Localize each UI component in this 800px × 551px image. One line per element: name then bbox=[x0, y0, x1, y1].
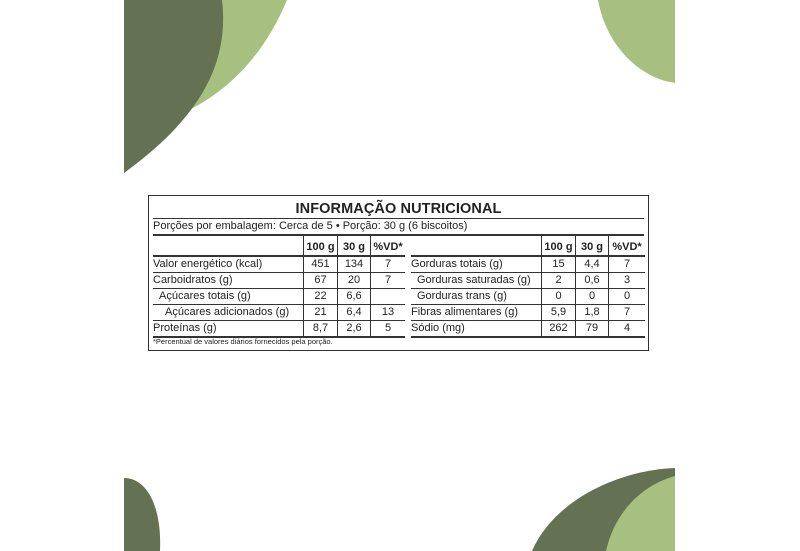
right-row-100g: 0 bbox=[555, 290, 562, 302]
rule bbox=[411, 320, 645, 321]
left-row-name: Açúcares adicionados (g) bbox=[165, 306, 290, 318]
rule bbox=[411, 272, 645, 273]
left-row-name: Valor energético (kcal) bbox=[153, 258, 263, 270]
label-title: INFORMAÇÃO NUTRICIONAL bbox=[295, 201, 502, 217]
rule bbox=[153, 304, 405, 305]
left-row-100g: 8,7 bbox=[312, 322, 329, 334]
left-row-30g: 6,6 bbox=[346, 290, 362, 302]
right-row-30g: 4,4 bbox=[584, 258, 600, 270]
right-row-vd: 0 bbox=[623, 290, 631, 302]
right-row-30g: 1,8 bbox=[584, 306, 600, 318]
right-header-vd: %VD* bbox=[612, 241, 642, 253]
rule bbox=[411, 288, 645, 289]
right-row-name: Gorduras trans (g) bbox=[417, 290, 507, 302]
left-row-100g: 21 bbox=[314, 306, 327, 318]
rule bbox=[153, 320, 405, 321]
right-row-name: Gorduras totais (g) bbox=[411, 258, 503, 270]
left-header-100g: 100 g bbox=[306, 241, 335, 253]
rule bbox=[411, 336, 645, 338]
right-row-100g: 5,9 bbox=[550, 306, 567, 318]
rule bbox=[153, 272, 405, 273]
right-row-30g: 0 bbox=[588, 290, 596, 302]
right-row-100g: 262 bbox=[549, 322, 568, 334]
left-row-name: Açúcares totais (g) bbox=[159, 290, 251, 302]
rule bbox=[303, 236, 304, 336]
right-row-vd: 7 bbox=[623, 306, 631, 318]
footnote: *Percentual de valores diários fornecidos pela porção. bbox=[153, 337, 333, 346]
rule bbox=[370, 236, 371, 336]
left-row-vd: 7 bbox=[384, 258, 392, 270]
right-row-100g: 2 bbox=[555, 274, 562, 286]
right-row-30g: 79 bbox=[585, 322, 599, 334]
left-header-30g: 30 g bbox=[342, 241, 365, 253]
right-row-name: Sódio (mg) bbox=[411, 322, 465, 334]
left-header-vd: %VD* bbox=[373, 241, 403, 253]
right-header-100g: 100 g bbox=[544, 241, 573, 253]
left-row-vd bbox=[371, 289, 405, 304]
left-row-30g: 6,4 bbox=[346, 306, 362, 318]
portions-info: Porções por embalagem: Cerca de 5 • Porção: 30 g (6 biscoitos) bbox=[153, 218, 644, 236]
right-row-name: Gorduras saturadas (g) bbox=[417, 274, 531, 286]
rule bbox=[608, 236, 609, 336]
left-row-name: Proteínas (g) bbox=[153, 322, 217, 334]
right-row-vd: 7 bbox=[623, 258, 631, 270]
right-row-vd: 3 bbox=[623, 274, 631, 286]
rule bbox=[541, 236, 542, 336]
rule bbox=[411, 255, 645, 257]
rule bbox=[153, 255, 405, 257]
rule bbox=[575, 236, 576, 336]
nutrition-facts-label bbox=[148, 195, 649, 351]
right-row-name: Fibras alimentares (g) bbox=[411, 306, 518, 318]
left-row-30g: 134 bbox=[344, 258, 364, 270]
right-row-vd: 4 bbox=[623, 322, 631, 334]
left-row-vd: 13 bbox=[381, 306, 395, 318]
right-header-30g: 30 g bbox=[580, 241, 603, 253]
left-row-vd: 7 bbox=[384, 274, 392, 286]
rule bbox=[411, 304, 645, 305]
right-row-100g: 15 bbox=[552, 258, 565, 270]
left-row-name: Carboidratos (g) bbox=[153, 274, 233, 286]
left-row-30g: 2,6 bbox=[346, 322, 362, 334]
leaf-top-right-light bbox=[598, 0, 675, 83]
left-row-30g: 20 bbox=[347, 274, 361, 286]
left-row-100g: 22 bbox=[314, 290, 327, 302]
rule bbox=[337, 236, 338, 336]
left-row-100g: 67 bbox=[314, 274, 327, 286]
right-row-30g: 0,6 bbox=[584, 274, 600, 286]
left-row-100g: 451 bbox=[311, 258, 330, 270]
left-row-vd: 5 bbox=[384, 322, 392, 334]
leaf-bottom-left-dark bbox=[124, 478, 160, 551]
rule bbox=[153, 288, 405, 289]
